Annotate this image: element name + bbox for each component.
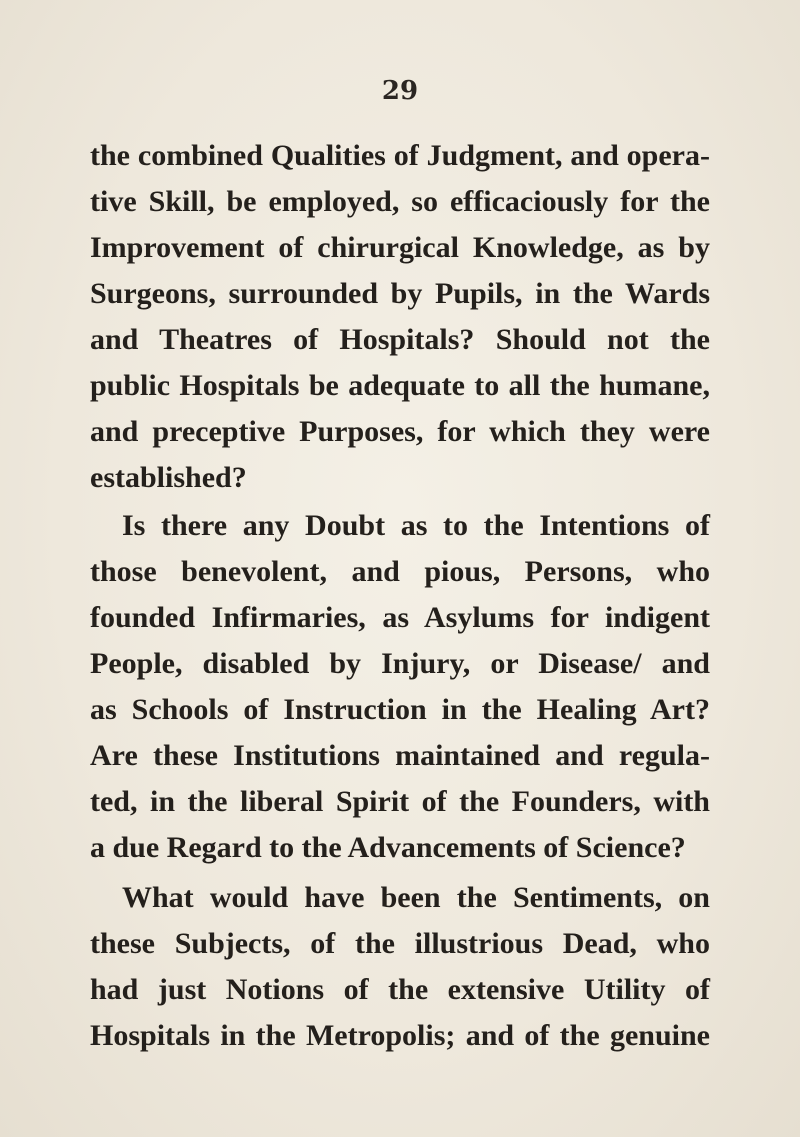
text-line-2: tive Skill, be employed, so efficaciously for the [90, 185, 710, 218]
text-line-8: established? [90, 461, 247, 494]
text-line-9: Is there any Doubt as to the Intentions of [122, 509, 710, 542]
text-line-17: What would have been the Sentiments, on [122, 881, 710, 914]
text-line-11: founded Infirmaries, as Asylums for indigent [90, 601, 710, 634]
text-line-19: had just Notions of the extensive Utility of [90, 973, 710, 1006]
text-line-13: as Schools of Instruction in the Healing Art? [90, 693, 710, 726]
text-line-10: those benevolent, and pious, Persons, who [90, 555, 710, 588]
text-line-18: these Subjects, of the illustrious Dead, who [90, 927, 710, 960]
page-number: 29 [381, 76, 419, 106]
text-line-20: Hospitals in the Metropolis; and of the genuine [90, 1019, 710, 1052]
text-line-4: Surgeons, surrounded by Pupils, in the Wards [90, 277, 710, 310]
text-line-6: public Hospitals be adequate to all the humane, [90, 369, 710, 402]
text-line-5: and Theatres of Hospitals? Should not the [90, 323, 710, 356]
text-line-16: a due Regard to the Advancements of Science? [90, 831, 686, 864]
text-line-7: and preceptive Purposes, for which they were [90, 415, 710, 448]
text-line-1: the combined Qualities of Judgment, and opera- [90, 139, 710, 172]
text-line-14: Are these Institutions maintained and regula- [90, 739, 710, 772]
text-line-3: Improvement of chirurgical Knowledge, as by [90, 231, 710, 264]
text-line-12: People, disabled by Injury, or Disease/ and [90, 647, 710, 680]
text-line-15: ted, in the liberal Spirit of the Founders, with [90, 785, 710, 818]
